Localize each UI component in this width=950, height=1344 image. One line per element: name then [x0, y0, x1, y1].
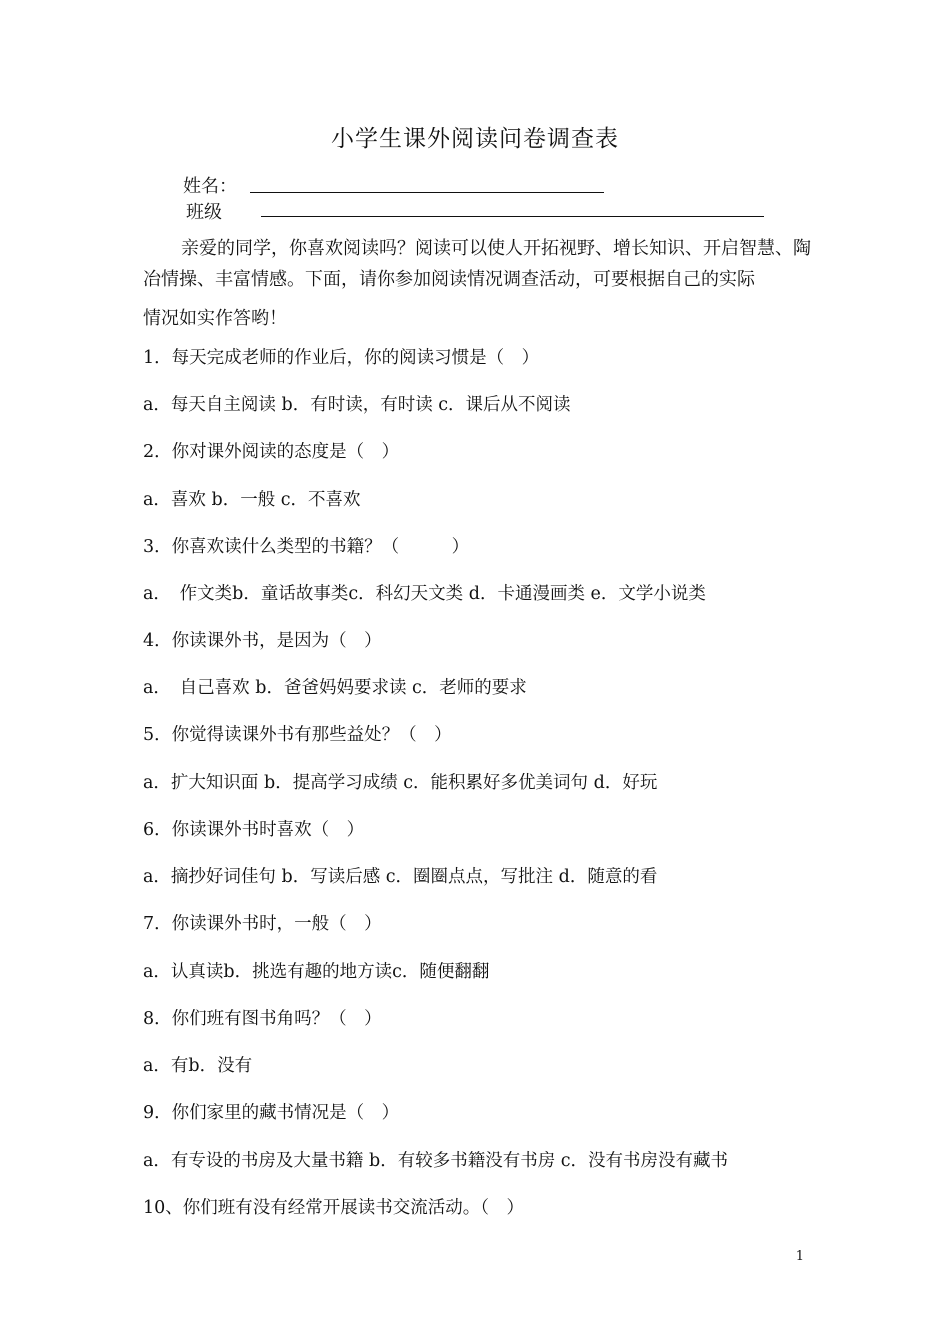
options-9: a．有专设的书房及大量书籍 b．有较多书籍没有书房 c．没有书房没有藏书 — [143, 1151, 729, 1171]
intro-text: 亲爱的同学，你喜欢阅读吗？阅读可以使人开拓视野、增长知识、开启智慧、陶冶情操、丰富情感。下面，请你参加阅读情况调查活动，可要根据自己的实际 — [143, 238, 811, 290]
options-6: a．摘抄好词佳句 b．写读后感 c．圈圈点点，写批注 d．随意的看 — [143, 867, 658, 887]
question-8: 8．你们班有图书角吗？（ ） — [143, 1009, 382, 1029]
intro-text-end: 情况如实作答哟！ — [143, 308, 287, 329]
options-5: a．扩大知识面 b．提高学习成绩 c．能积累好多优美词句 d．好玩 — [143, 773, 658, 793]
question-7: 7．你读课外书时，一般（ ） — [143, 914, 382, 934]
name-field — [183, 172, 237, 198]
options-3: a． 作文类b．童话故事类c．科幻天文类 d．卡通漫画类 e．文学小说类 — [143, 584, 706, 604]
page-title: 小学生课外阅读问卷调查表 — [331, 126, 619, 152]
options-7: a．认真读b．挑选有趣的地方读c．随便翻翻 — [143, 962, 490, 982]
options-8: a．有b．没有 — [143, 1056, 253, 1076]
question-2: 2．你对课外阅读的态度是（ ） — [143, 442, 400, 462]
options-4: a． 自己喜欢 b．爸爸妈妈要求读 c．老师的要求 — [143, 678, 527, 698]
class-field — [186, 198, 222, 224]
options-1: a．每天自主阅读 b．有时读，有时读 c．课后从不阅读 — [143, 395, 571, 415]
name-underline — [250, 192, 604, 193]
question-5: 5．你觉得读课外书有那些益处？（ ） — [143, 725, 452, 745]
question-4: 4．你读课外书，是因为（ ） — [143, 631, 382, 651]
question-9: 9．你们家里的藏书情况是（ ） — [143, 1103, 400, 1123]
question-1: 1．每天完成老师的作业后，你的阅读习惯是（ ） — [143, 348, 540, 368]
class-label: 班级 — [186, 202, 222, 223]
options-2: a．喜欢 b．一般 c．不喜欢 — [143, 490, 361, 510]
question-10: 10、你们班有没有经常开展读书交流活动。（ ） — [143, 1198, 525, 1218]
name-label: 姓名： — [183, 176, 237, 197]
page-number: 1 — [795, 1249, 804, 1264]
class-underline — [261, 216, 764, 217]
question-6: 6．你读课外书时喜欢（ ） — [143, 820, 365, 840]
question-3: 3．你喜欢读什么类型的书籍？（ ） — [143, 537, 470, 557]
intro-paragraph — [143, 233, 813, 334]
